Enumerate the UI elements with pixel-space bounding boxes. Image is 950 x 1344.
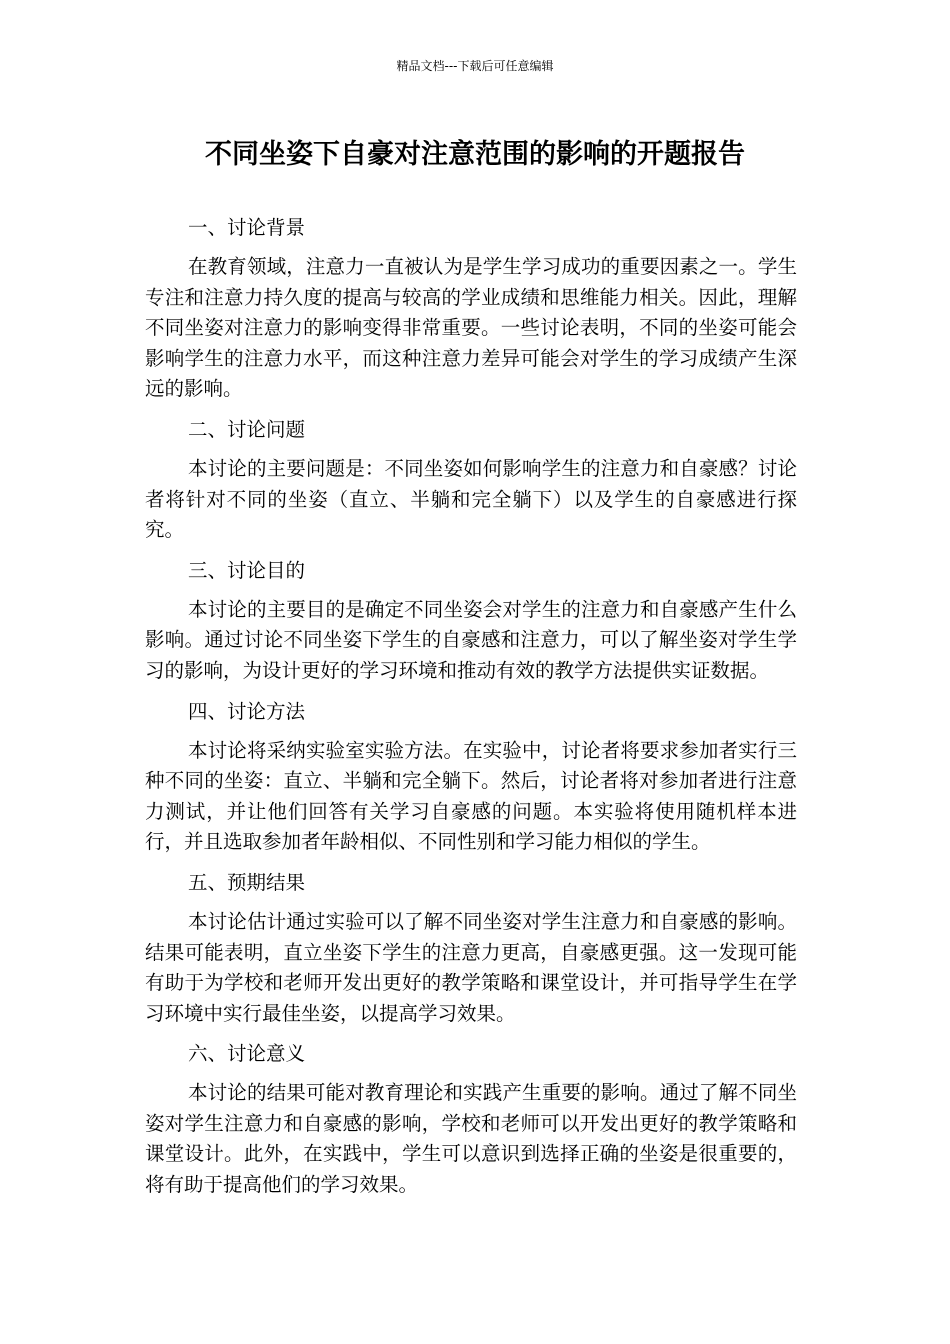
- section-heading: 二、讨论问题: [188, 417, 306, 441]
- section-paragraph: 在教育领域，注意力一直被认为是学生学习成功的重要因素之一。学生专注和注意力持久度的提高与较高的学业成绩和思维能力相关。因此，理解不同坐姿对注意力的影响变得非常重要。一些讨论表明，不同的坐姿可能会影响学生的注意力水平，而这种注意力差异可能会对学生的学习成绩产生深远的影响。: [145, 255, 797, 401]
- section-expected-results: [145, 867, 797, 1029]
- section-heading: 一、讨论背景: [188, 216, 306, 239]
- section-heading: 三、讨论目的: [188, 558, 306, 582]
- document-body: [145, 212, 797, 1210]
- section-significance: [145, 1038, 797, 1200]
- section-question: [145, 414, 797, 546]
- section-paragraph: 本讨论的主要目的是确定不同坐姿会对学生的注意力和自豪感产生什么影响。通过讨论不同坐姿下学生的自豪感和注意力，可以了解坐姿对学生学习的影响，为设计更好的学习环境和推动有效的教学方法提供实证数据。: [145, 597, 797, 682]
- section-heading: 六、讨论意义: [188, 1042, 306, 1066]
- section-method: [145, 696, 797, 858]
- section-paragraph: 本讨论的主要问题是：不同坐姿如何影响学生的注意力和自豪感？讨论者将针对不同的坐姿（直立、半躺和完全躺下）以及学生的自豪感进行探究。: [145, 456, 797, 542]
- section-heading: 四、讨论方法: [188, 699, 306, 723]
- document-title: 不同坐姿下自豪对注意范围的影响的开题报告: [205, 139, 745, 170]
- section-background: [145, 212, 797, 405]
- section-purpose: [145, 555, 797, 687]
- section-heading: 五、预期结果: [188, 870, 306, 894]
- section-paragraph: 本讨论的结果可能对教育理论和实践产生重要的影响。通过了解不同坐姿对学生注意力和自豪感的影响，学校和老师可以开发出更好的教学策略和课堂设计。此外，在实践中，学生可以意识到选择正确的坐姿是很重要的，将有助于提高他们的学习效果。: [145, 1081, 797, 1197]
- header-note: 精品文档---下载后可任意编辑: [396, 59, 554, 73]
- section-paragraph: 本讨论估计通过实验可以了解不同坐姿对学生注意力和自豪感的影响。结果可能表明，直立坐姿下学生的注意力更高，自豪感更强。这一发现可能有助于为学校和老师开发出更好的教学策略和课堂设计，并可指导学生在学习环境中实行最佳坐姿，以提高学习效果。: [145, 909, 797, 1025]
- section-paragraph: 本讨论将采纳实验室实验方法。在实验中，讨论者将要求参加者实行三种不同的坐姿：直立、半躺和完全躺下。然后，讨论者将对参加者进行注意力测试，并让他们回答有关学习自豪感的问题。本实验将使用随机样本进行，并且选取参加者年龄相似、不同性别和学习能力相似的学生。: [145, 738, 797, 854]
